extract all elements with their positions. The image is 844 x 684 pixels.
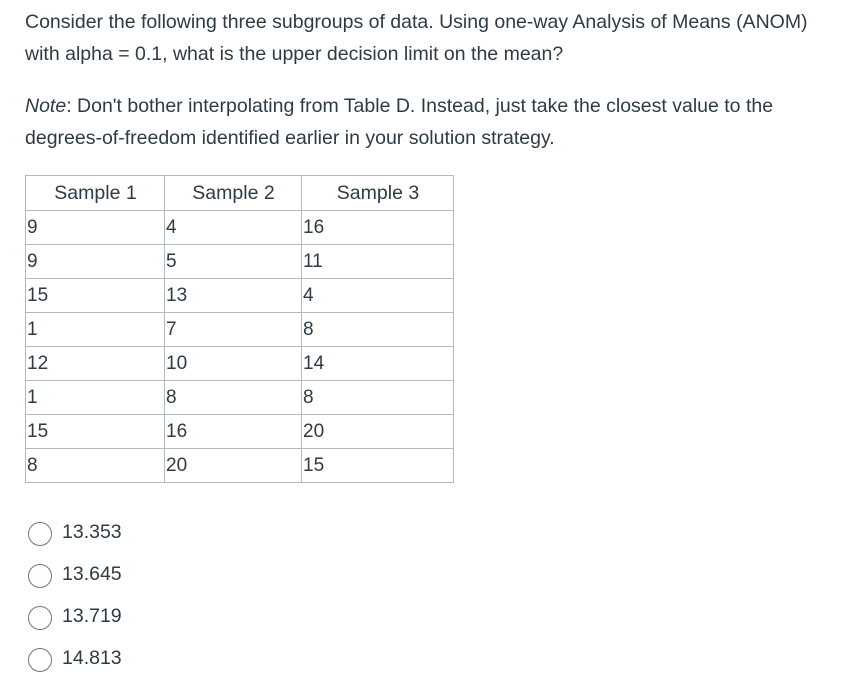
table-cell: 13	[165, 279, 302, 313]
note-paragraph	[25, 90, 830, 154]
table-row	[26, 313, 454, 347]
table-cell: 20	[302, 415, 454, 449]
answer-option-label: 14.813	[62, 646, 122, 669]
table-cell: 15	[26, 279, 165, 313]
answer-option-3[interactable]	[28, 594, 122, 636]
table-cell: 4	[302, 279, 454, 313]
answer-option-2[interactable]	[28, 552, 122, 594]
radio-button[interactable]	[28, 648, 52, 672]
table-cell: 16	[165, 415, 302, 449]
column-header-sample-2: Sample 2	[165, 176, 302, 211]
radio-button[interactable]	[28, 606, 52, 630]
answer-option-label: 13.645	[62, 562, 122, 585]
table-cell: 1	[26, 313, 165, 347]
note-text: : Don't bother interpolating from Table D. Instead, just take the closest value to the degrees-of-freedom identified earlier in your solution strategy.	[25, 95, 774, 149]
table-row	[26, 449, 454, 483]
table-row	[26, 211, 454, 245]
table-cell: 1	[26, 381, 165, 415]
table-cell: 11	[302, 245, 454, 279]
note-label: Note	[25, 95, 67, 117]
radio-button[interactable]	[28, 522, 52, 546]
answer-option-label: 13.353	[62, 520, 122, 543]
answer-options	[28, 510, 122, 678]
answer-option-4[interactable]	[28, 636, 122, 678]
table-cell: 7	[165, 313, 302, 347]
table-row	[26, 245, 454, 279]
table-cell: 15	[26, 415, 165, 449]
radio-button[interactable]	[28, 564, 52, 588]
table-row	[26, 381, 454, 415]
table-cell: 8	[165, 381, 302, 415]
data-table	[25, 175, 454, 483]
table-row	[26, 415, 454, 449]
table-cell: 12	[26, 347, 165, 381]
answer-option-1[interactable]	[28, 510, 122, 552]
table-cell: 8	[26, 449, 165, 483]
table-row	[26, 279, 454, 313]
table-cell: 15	[302, 449, 454, 483]
table-cell: 8	[302, 381, 454, 415]
table-cell: 4	[165, 211, 302, 245]
column-header-sample-1: Sample 1	[26, 176, 165, 211]
answer-option-label: 13.719	[62, 604, 122, 627]
table-cell: 5	[165, 245, 302, 279]
table-cell: 14	[302, 347, 454, 381]
table-cell: 16	[302, 211, 454, 245]
table-row	[26, 347, 454, 381]
table-cell: 9	[26, 211, 165, 245]
question-text: Consider the following three subgroups of data. Using one-way Analysis of Means (ANOM) with alpha = 0.1, what is the upper decision limit on the mean?	[25, 11, 808, 65]
table-cell: 20	[165, 449, 302, 483]
table-cell: 9	[26, 245, 165, 279]
table-cell: 8	[302, 313, 454, 347]
column-header-sample-3: Sample 3	[302, 176, 454, 211]
table-cell: 10	[165, 347, 302, 381]
table-header-row	[26, 176, 454, 211]
